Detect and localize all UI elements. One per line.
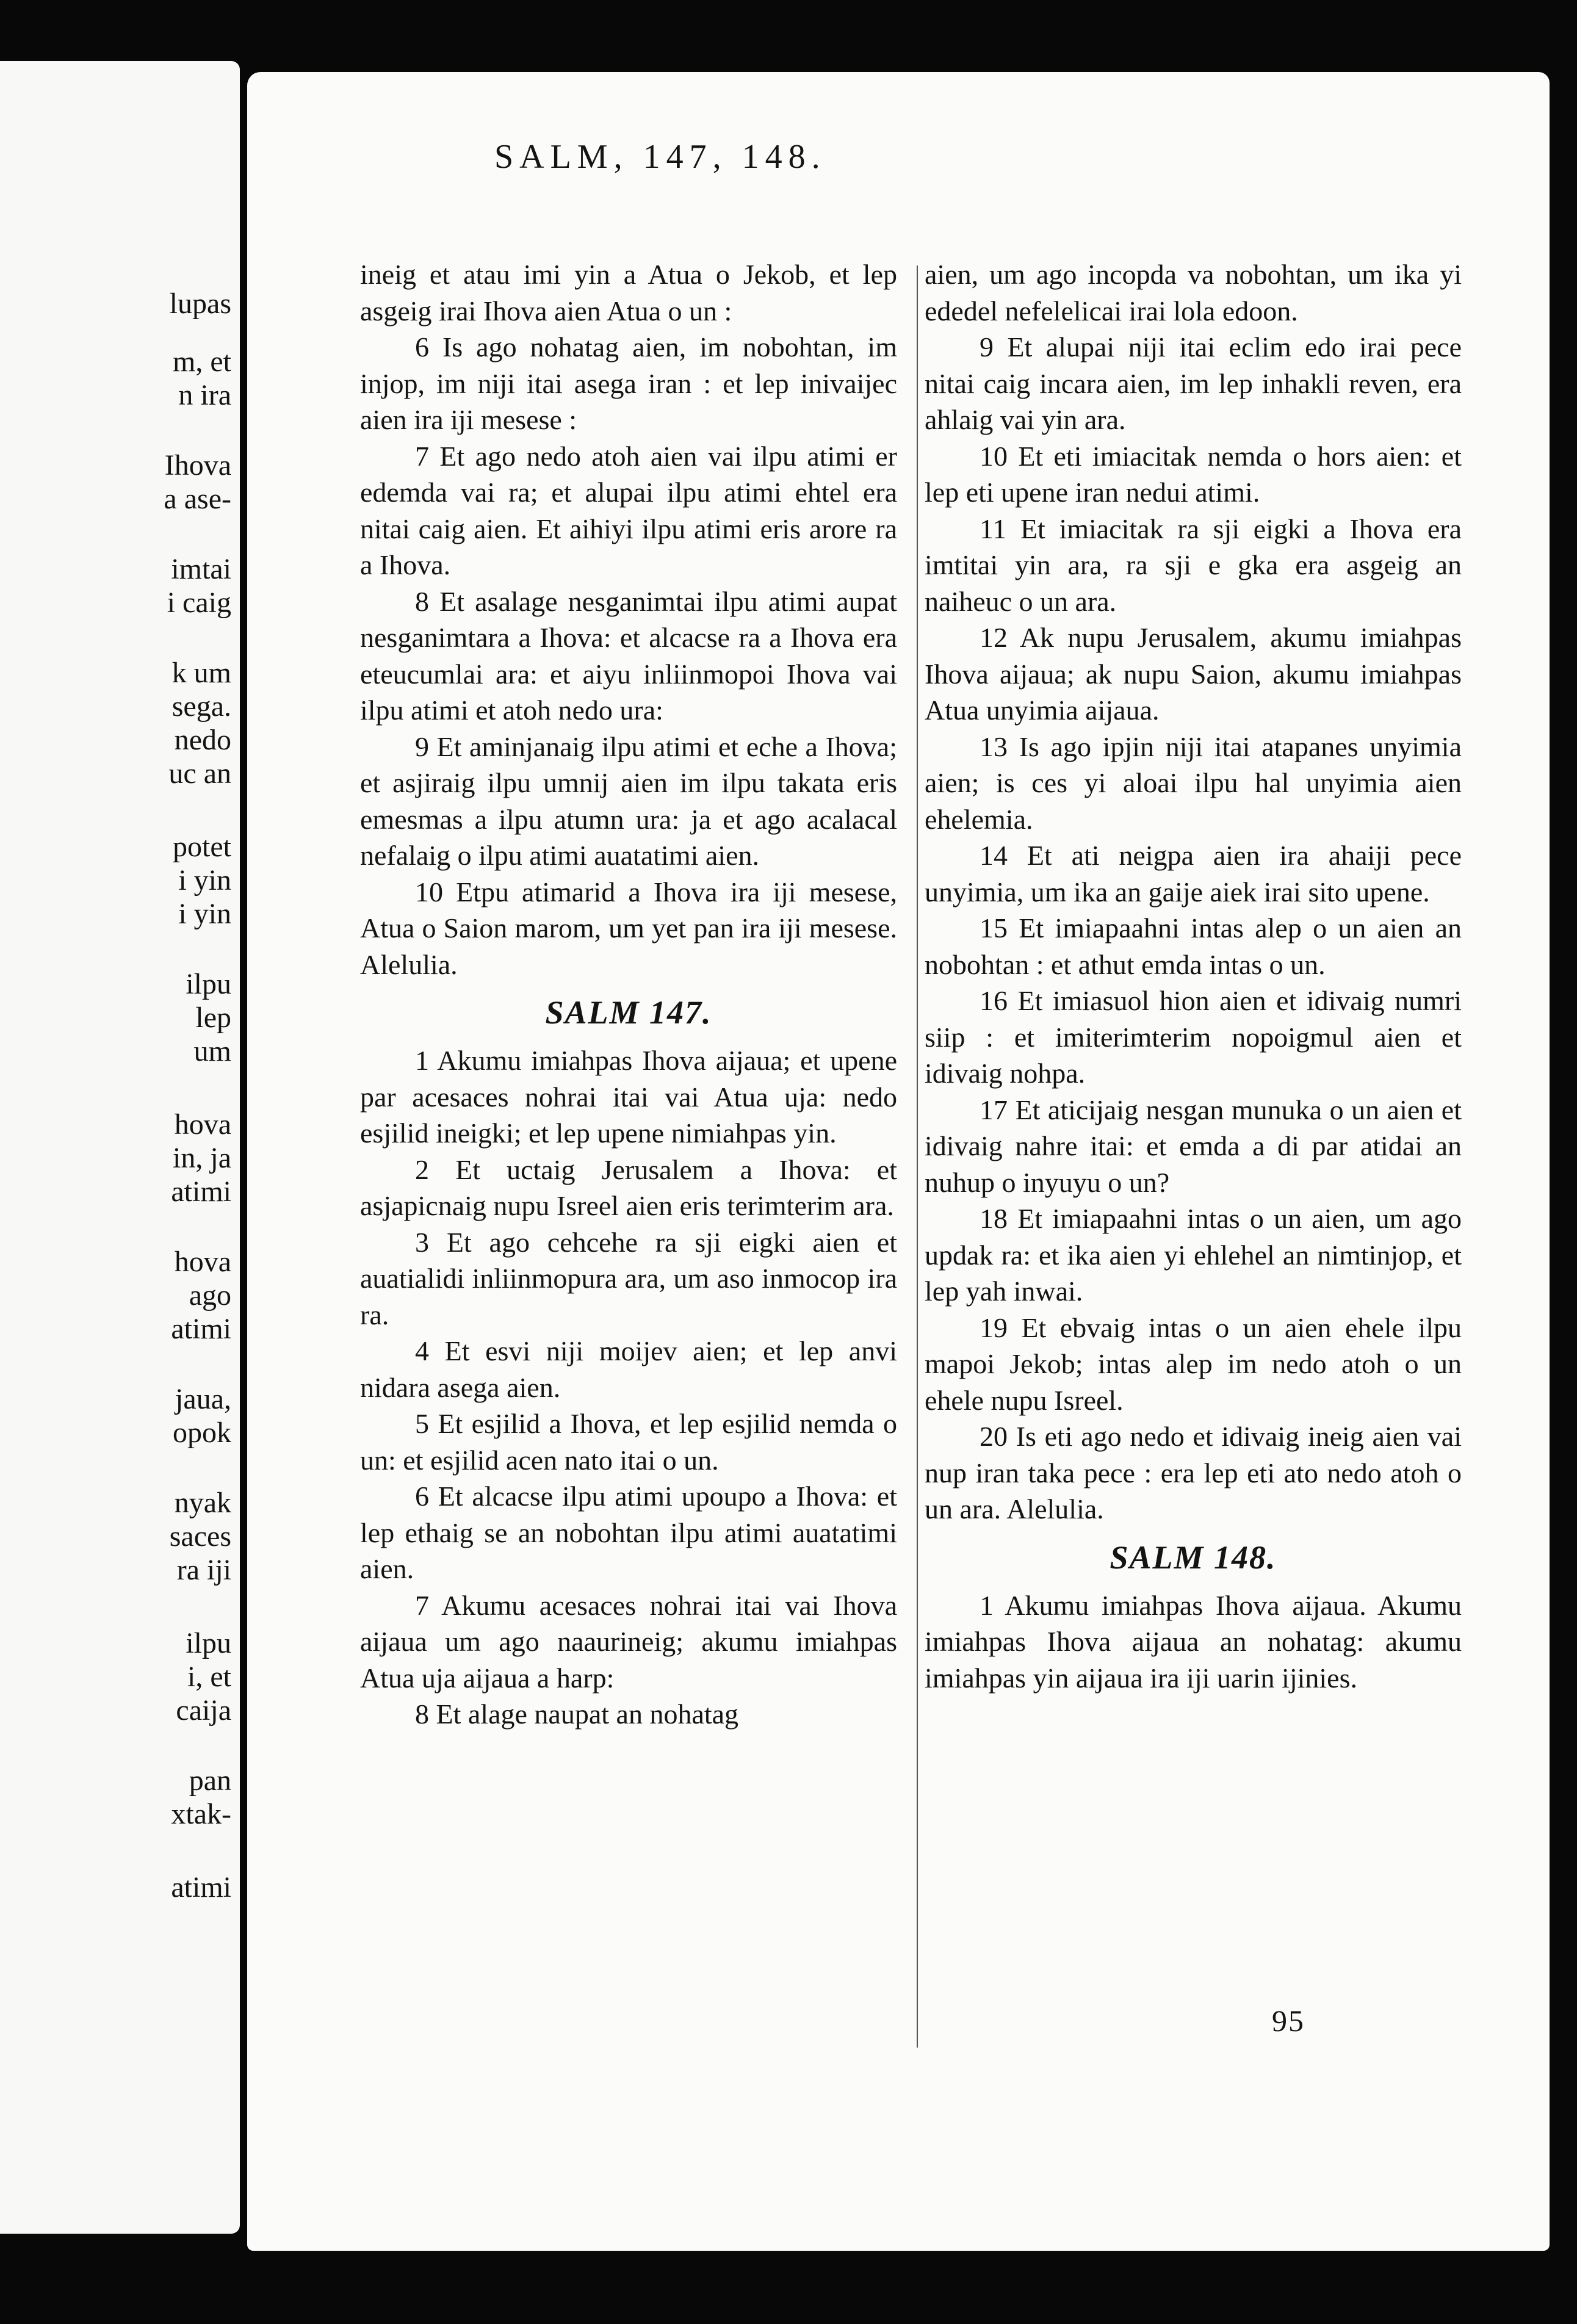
verse-paragraph: 8 Et asalage nesganimtai ilpu atimi aupat nesganimtara a Ihova: et alcacse ra a Ihova era eteucumlai ara: et aiyu inliinmopoi Ihova vai ilpu atimi et atoh nedo ura: bbox=[360, 585, 897, 726]
facing-page-fragment: k um bbox=[171, 657, 231, 689]
facing-page-fragment: atimi bbox=[171, 1175, 231, 1208]
facing-page-fragment: caija bbox=[176, 1694, 231, 1727]
facing-page-fragment: opok bbox=[173, 1416, 231, 1449]
facing-page-fragment: atimi bbox=[171, 1313, 231, 1345]
facing-page-fragment: i caig bbox=[167, 586, 231, 619]
psalm-heading: SALM 148. bbox=[1110, 1539, 1277, 1576]
left-page-edge bbox=[0, 61, 240, 2234]
facing-page-fragment: hova bbox=[174, 1246, 231, 1278]
facing-page-fragment: nyak bbox=[174, 1487, 231, 1519]
page-number: 95 bbox=[1272, 2004, 1305, 2038]
facing-page-fragment: nedo bbox=[174, 724, 231, 756]
facing-page-fragment: lep bbox=[195, 1001, 231, 1034]
verse-paragraph: 11 Et imiacitak ra sji eigki a Ihova era imtitai yin ara, ra sji e gka era asgeig an naiheuc o un ara. bbox=[925, 513, 1462, 617]
verse-paragraph: 8 Et alage naupat an nohatag bbox=[415, 1698, 739, 1730]
facing-page-fragment: lupas bbox=[169, 287, 231, 320]
verse-paragraph: 6 Et alcacse ilpu atimi upoupo a Ihova: et lep ethaig se an nobohtan ilpu atimi auatatimi aien. bbox=[360, 1481, 897, 1584]
facing-page-fragment: atimi bbox=[171, 1871, 231, 1904]
verse-paragraph: 17 Et aticijaig nesgan munuka o un aien et idivaig nahre itai: et emda a di par atidai an nuhup o inyuyu o un? bbox=[925, 1094, 1462, 1198]
verse-paragraph: 9 Et alupai niji itai eclim edo irai pece nitai caig incara aien, im lep inhakli reven, era ahlaig vai yin ara. bbox=[925, 331, 1462, 435]
verse-paragraph: 13 Is ago ipjin niji itai atapanes unyimia aien; is ces yi aloai ilpu hal unyimia aien ehelemia. bbox=[925, 731, 1462, 835]
verse-paragraph: 12 Ak nupu Jerusalem, akumu imiahpas Ihova aijaua; ak nupu Saion, akumu imiahpas Atua unyimia aijaua. bbox=[925, 622, 1462, 726]
facing-page-fragment: i, et bbox=[187, 1661, 231, 1693]
facing-page-fragment: um bbox=[193, 1035, 231, 1067]
facing-page-fragment: hova bbox=[174, 1108, 231, 1141]
verse-paragraph: 18 Et imiapaahni intas o un aien, um ago updak ra: et ika aien yi ehlehel an nimtinjop, et lep yah inwai. bbox=[925, 1203, 1462, 1307]
verse-paragraph: 3 Et ago cehcehe ra sji eigki aien et auatialidi inliinmopura ara, um aso inmocop ira ra. bbox=[360, 1226, 897, 1330]
right-column bbox=[925, 256, 1462, 1696]
verse-paragraph: 10 Etpu atimarid a Ihova ira iji mesese, Atua o Saion marom, um yet pan ira iji mesese. Alelulia. bbox=[360, 876, 897, 980]
facing-page-fragment: i yin bbox=[178, 864, 231, 897]
facing-page-fragment: a ase- bbox=[164, 483, 231, 515]
verse-paragraph: 14 Et ati neigpa aien ira ahaiji pece unyimia, um ika an gaije aiek irai sito upene. bbox=[925, 840, 1462, 908]
verse-paragraph: 2 Et uctaig Jerusalem a Ihova: et asjapicnaig nupu Isreel aien eris terimterim ara. bbox=[360, 1153, 897, 1221]
facing-page-fragment: uc an bbox=[168, 757, 231, 790]
verse-paragraph: 5 Et esjilid a Ihova, et lep esjilid nemda o un: et esjilid acen nato itai o un. bbox=[360, 1408, 897, 1476]
verse-paragraph: 6 Is ago nohatag aien, im nobohtan, im injop, im niji itai asega iran : et lep inivaijec aien ira iji mesese : bbox=[360, 331, 897, 435]
verse-paragraph: 1 Akumu imiahpas Ihova aijaua; et upene par acesaces nohrai itai vai Atua uja: nedo esjilid ineigki; et lep upene nimiahpas yin. bbox=[360, 1045, 897, 1149]
verse-paragraph: 1 Akumu imiahpas Ihova aijaua. Akumu imiahpas Ihova aijaua an nohatag: akumu imiahpas yin aijaua ira iji uarin ijinies. bbox=[925, 1589, 1462, 1694]
facing-page-fragment: n ira bbox=[178, 379, 231, 411]
verse-paragraph: 4 Et esvi niji moijev aien; et lep anvi nidara asega aien. bbox=[360, 1335, 897, 1403]
facing-page-fragment: saces bbox=[169, 1520, 231, 1553]
verse-paragraph: 9 Et aminjanaig ilpu atimi et eche a Ihova; et asjiraig ilpu umnij aien im ilpu takata eris emesmas a ilpu atumn ura: ja et ago acalacal nefalaig o ilpu atimi auatatimi aien. bbox=[360, 731, 897, 871]
verse-paragraph: 15 Et imiapaahni intas alep o un aien an nobohtan : et athut emda intas o un. bbox=[925, 912, 1462, 980]
verse-paragraph: 10 Et eti imiacitak nemda o hors aien: et lep eti upene iran nedui atimi. bbox=[925, 440, 1462, 508]
facing-page-fragment: ilpu bbox=[186, 968, 231, 1000]
verse-paragraph: 20 Is eti ago nedo et idivaig ineig aien vai nup iran taka pece : era lep eti ato nedo atoh o un ara. Alelulia. bbox=[925, 1421, 1462, 1525]
facing-page-fragment: xtak- bbox=[171, 1798, 231, 1830]
psalm-heading: SALM 147. bbox=[545, 994, 712, 1031]
facing-page-fragment: ra iji bbox=[176, 1554, 231, 1586]
running-header: SALM, 147, 148. bbox=[494, 138, 826, 176]
verse-paragraph: 16 Et imiasuol hion aien et idivaig numri siip : et imiterimterim nopoigmul aien et idivaig nohpa. bbox=[925, 985, 1462, 1089]
continuation-paragraph: ineig et atau imi yin a Atua o Jekob, et lep asgeig irai Ihova aien Atua o un : bbox=[360, 259, 897, 327]
verse-paragraph: 7 Et ago nedo atoh aien vai ilpu atimi er edemda vai ra; et alupai ilpu atimi ehtel era nitai caig aien. Et aihiyi ilpu atimi eris arore ra a Ihova. bbox=[360, 440, 897, 580]
verse-paragraph: 19 Et ebvaig intas o un aien ehele ilpu mapoi Jekob; intas alep im nedo atoh o un ehele nupu Isreel. bbox=[925, 1312, 1462, 1416]
facing-page-fragment: imtai bbox=[171, 553, 231, 585]
verse-paragraph: 7 Akumu acesaces nohrai itai vai Ihova aijaua um ago naaurineig; akumu imiahpas Atua uja aijaua a harp: bbox=[360, 1589, 897, 1694]
facing-page-fragment: jaua, bbox=[175, 1383, 231, 1415]
facing-page-fragment: ago bbox=[189, 1279, 231, 1312]
facing-page-fragment: in, ja bbox=[173, 1142, 231, 1174]
facing-page-fragment: Ihova bbox=[164, 449, 231, 482]
facing-page-fragment: potet bbox=[173, 831, 231, 863]
facing-page-fragment: sega. bbox=[171, 690, 231, 723]
column-rule bbox=[917, 265, 918, 2048]
continuation-paragraph: aien, um ago incopda va nobohtan, um ika yi ededel nefelelicai irai lola edoon. bbox=[925, 259, 1462, 327]
facing-page-fragment: i yin bbox=[178, 898, 231, 930]
facing-page-fragment: m, et bbox=[173, 345, 231, 378]
facing-page-fragment: pan bbox=[189, 1764, 231, 1797]
left-column bbox=[360, 256, 897, 1733]
facing-page-fragment: ilpu bbox=[186, 1627, 231, 1659]
